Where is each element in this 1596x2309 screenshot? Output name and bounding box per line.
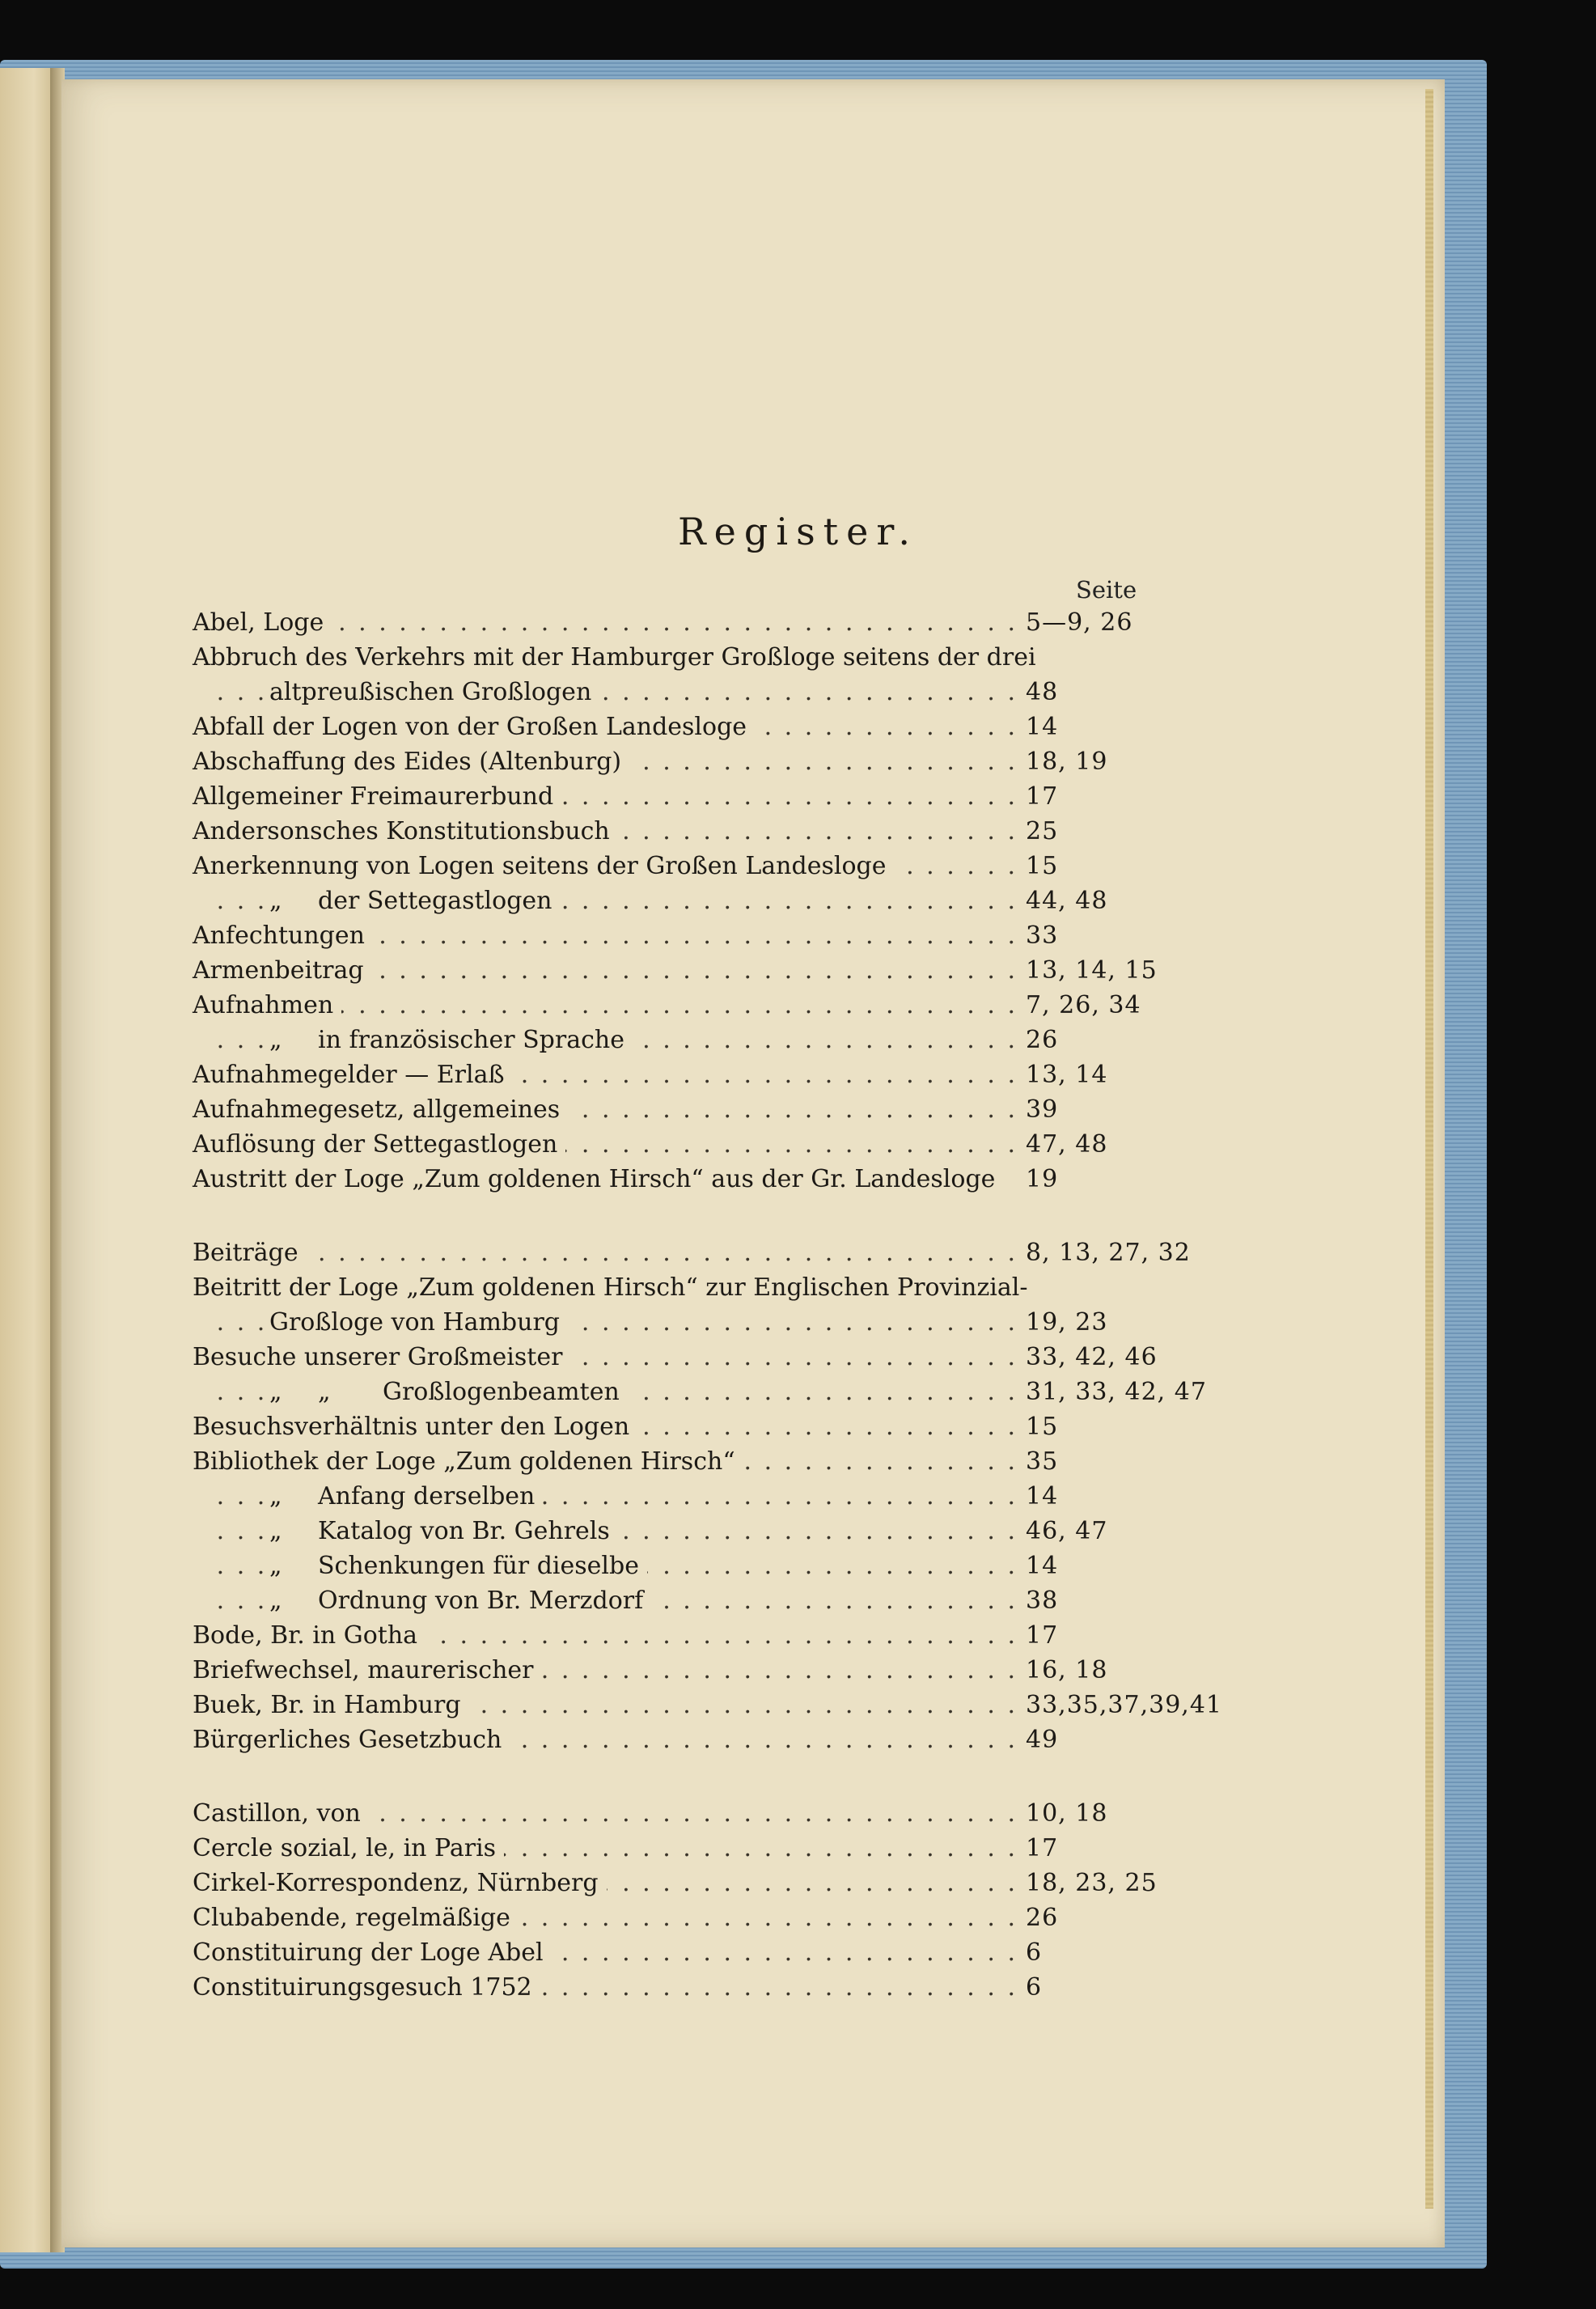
page-refs: 18, 23, 25 [1026, 1869, 1158, 1897]
index-entry: . . . Besuchsverhältnis unter den Logen 15 [193, 1409, 1260, 1444]
page-refs: 5—9, 26 [1026, 608, 1133, 637]
index-entry: . . . Bibliothek der Loge „Zum goldenen Hirsch“ 35 [193, 1444, 1260, 1479]
page-refs: 17 [1026, 1834, 1059, 1862]
index-entry: . . . Aufnahmen 7, 26, 34 [193, 988, 1260, 1023]
index-entry: . . . Abfall der Logen von der Großen Landesloge 14 [193, 710, 1260, 744]
page-refs: 18, 19 [1026, 748, 1108, 776]
index-entry: . . . „ „ Großlogenbeamten 31, 33, 42, 47 [193, 1375, 1260, 1409]
index-entry: . . . Castillon, von 10, 18 [193, 1796, 1260, 1831]
ditto-mark: „ [269, 1026, 282, 1054]
page-refs: 6 [1026, 1938, 1043, 1967]
index-entry: Austritt der Loge „Zum goldenen Hirsch“ aus der Gr. Landesloge 19 [193, 1162, 1260, 1197]
ditto-mark: „ [269, 1587, 282, 1615]
page-refs: 33 [1026, 921, 1059, 950]
page-refs: 8, 13, 27, 32 [1026, 1239, 1191, 1267]
index-entry: . . . Briefwechsel, maurerischer 16, 18 [193, 1653, 1260, 1688]
page-refs: 26 [1026, 1904, 1059, 1932]
index-entry: . . . „ Katalog von Br. Gehrels 46, 47 [193, 1514, 1260, 1549]
page-refs: 16, 18 [1026, 1656, 1108, 1684]
index-entry: . . . „ Schenkungen für dieselbe 14 [193, 1549, 1260, 1583]
page-refs: 38 [1026, 1587, 1059, 1615]
ditto-mark: „ [269, 1378, 282, 1406]
index-entry: . . . Anfechtungen 33 [193, 918, 1260, 953]
page-refs: 15 [1026, 1413, 1059, 1441]
index-entry: . . . Abel, Loge 5—9, 26 [193, 605, 1260, 640]
page-refs: 35 [1026, 1447, 1059, 1476]
index-entry: . . . „ Ordnung von Br. Merzdorf 38 [193, 1583, 1260, 1618]
ditto-mark: „ [269, 887, 282, 915]
ditto-mark: „ [269, 1517, 282, 1545]
page-refs: 33,35,37,39,41 [1026, 1691, 1223, 1719]
page-refs: 49 [1026, 1726, 1059, 1754]
index-entry: . . . „ der Settegastlogen 44, 48 [193, 883, 1260, 918]
index-entry: . . . Constituirung der Loge Abel 6 [193, 1935, 1260, 1970]
page-refs: 44, 48 [1026, 887, 1108, 915]
ditto-mark: „ [318, 1378, 331, 1406]
previous-page-edge [0, 68, 57, 2252]
index-entry: . . . „ Anfang derselben 14 [193, 1479, 1260, 1514]
page-refs: 15 [1026, 852, 1059, 880]
index-entry: . . . Beiträge 8, 13, 27, 32 [193, 1235, 1260, 1270]
index-entry: . . . Großloge von Hamburg 19, 23 [193, 1305, 1260, 1340]
page-refs: 17 [1026, 1621, 1059, 1650]
page-refs: 10, 18 [1026, 1799, 1108, 1828]
index-entry: . . . Bode, Br. in Gotha 17 [193, 1618, 1260, 1653]
page-refs: 46, 47 [1026, 1517, 1108, 1545]
index-entry: . . . Buek, Br. in Hamburg 33,35,37,39,41 [193, 1688, 1260, 1722]
index-entry: . . . Constituirungsgesuch 1752 6 [193, 1970, 1260, 2005]
index-entry: . . . Armenbeitrag 13, 14, 15 [193, 953, 1260, 988]
page-refs: 25 [1026, 817, 1059, 845]
page-refs: 48 [1026, 678, 1059, 706]
page-refs: 17 [1026, 782, 1059, 811]
index-entry: . . . Cercle sozial, le, in Paris 17 [193, 1831, 1260, 1866]
index-entry: . . . Andersonsches Konstitutionsbuch 25 [193, 814, 1260, 849]
index-entry: . . . Besuche unserer Großmeister 33, 42, 46 [193, 1340, 1260, 1375]
ditto-mark: „ [269, 1552, 282, 1580]
index-entry: . . . „ in französischer Sprache 26 [193, 1023, 1260, 1057]
page-refs: 7, 26, 34 [1026, 991, 1141, 1019]
index-entry: . . . altpreußischen Großlogen 48 [193, 675, 1260, 710]
page-refs: 14 [1026, 1482, 1059, 1510]
page-refs: 31, 33, 42, 47 [1026, 1378, 1207, 1406]
page-refs: 13, 14, 15 [1026, 956, 1158, 985]
index-entry: . . . Aufnahmegelder — Erlaß 13, 14 [193, 1057, 1260, 1092]
page-refs: 13, 14 [1026, 1061, 1108, 1089]
page-refs: 26 [1026, 1026, 1059, 1054]
index-entry: . . . Aufnahmegesetz, allgemeines 39 [193, 1092, 1260, 1127]
gilt-page-edge [1425, 89, 1433, 2209]
seite-column-label: Seite [1076, 576, 1137, 604]
register-index [193, 605, 1260, 2005]
index-entry: . . . Clubabende, regelmäßige 26 [193, 1900, 1260, 1935]
index-entry: . . . Bürgerliches Gesetzbuch 49 [193, 1722, 1260, 1757]
index-entry: Abbruch des Verkehrs mit der Hamburger Großloge seitens der drei [193, 640, 1260, 675]
page-refs: 14 [1026, 713, 1059, 741]
page-refs: 19 [1026, 1165, 1059, 1193]
index-entry: . . . Allgemeiner Freimaurerbund 17 [193, 779, 1260, 814]
page-title: Register. [678, 510, 918, 553]
ditto-mark: „ [269, 1482, 282, 1510]
index-entry: Beitritt der Loge „Zum goldenen Hirsch“ zur Englischen Provinzial- [193, 1270, 1260, 1305]
index-entry: . . . Abschaffung des Eides (Altenburg) 18, 19 [193, 744, 1260, 779]
index-entry: . . . Anerkennung von Logen seitens der Großen Landesloge 15 [193, 849, 1260, 883]
page-refs: 19, 23 [1026, 1308, 1108, 1337]
index-entry: . . . Auflösung der Settegastlogen 47, 48 [193, 1127, 1260, 1162]
page-refs: 47, 48 [1026, 1130, 1108, 1159]
page-refs: 14 [1026, 1552, 1059, 1580]
page-refs: 6 [1026, 1973, 1043, 2002]
page-refs: 39 [1026, 1095, 1059, 1124]
page-refs: 33, 42, 46 [1026, 1343, 1158, 1371]
index-entry: . . . Cirkel-Korrespondenz, Nürnberg 18, 23, 25 [193, 1866, 1260, 1900]
